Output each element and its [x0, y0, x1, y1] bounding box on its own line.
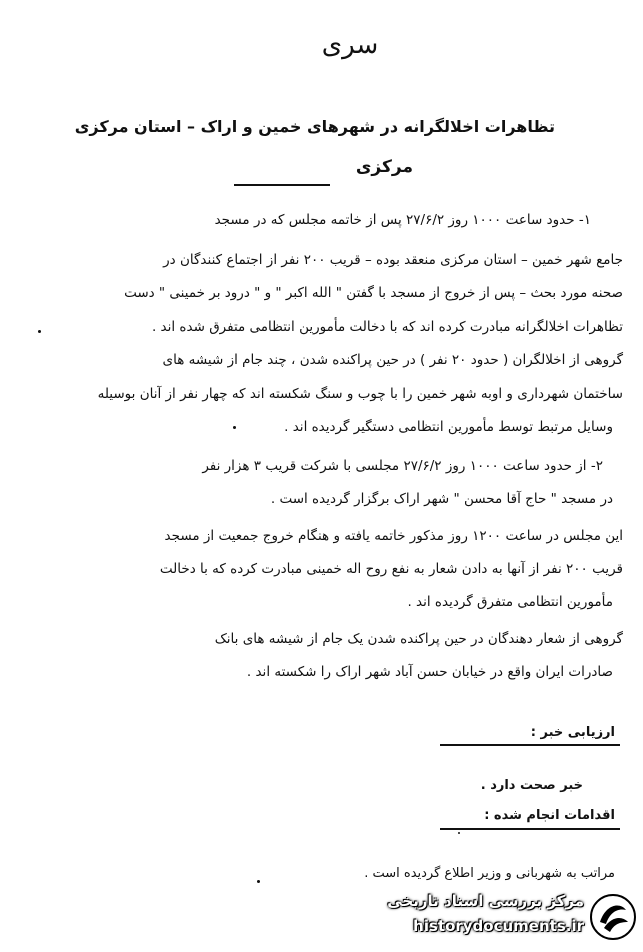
assessment-underline	[440, 744, 620, 746]
assessment-value: خبر صحت دارد .	[480, 778, 583, 793]
watermark-title: مرکز بررسی اسناد تاریخی	[387, 892, 584, 910]
scan-speck	[458, 832, 460, 834]
classification-heading: سری	[321, 30, 379, 60]
watermark-url: historydocuments.ir	[413, 917, 584, 935]
scan-speck	[38, 330, 41, 333]
paragraph-1-line-6: ساختمان شهرداری و اوبه شهر خمین را با چوب و سنگ شکسته اند که چهار نفر از آنان بوسیله	[97, 386, 623, 402]
assessment-label: ارزیابی خبر :	[530, 725, 615, 740]
footer-note: مراتب به شهربانی و وزیر اطلاع گردیده است .	[364, 866, 615, 881]
paragraph-2-line-7: صادرات ایران واقع در خیابان حسن آباد شهر اراک را شکسته اند .	[246, 664, 613, 680]
archive-watermark	[360, 888, 640, 948]
scan-speck	[233, 426, 236, 429]
document-subtitle: مرکزی	[355, 157, 413, 177]
scan-speck	[257, 880, 260, 883]
document-title: تظاهرات اخلالگرانه در شهرهای خمین و اراک – استان مرکزی	[74, 117, 555, 136]
paragraph-2-line-6: گروهی از شعار دهندگان در حین پراکنده شدن یک جام از شیشه های بانک	[214, 631, 623, 647]
subtitle-underline	[234, 184, 330, 186]
paragraph-1-line-4: تظاهرات اخلالگرانه مبادرت کرده اند که با دخالت مأمورین انتظامی متفرق شده اند .	[151, 319, 623, 335]
paragraph-1-line-5: گروهی از اخلالگران ( حدود ۲۰ نفر ) در حین پراکنده شدن ، چند جام از شیشه های	[162, 352, 623, 368]
paragraph-2-line-3: این مجلس در ساعت ۱۲۰۰ روز مذکور خاتمه یافته و هنگام خروج جمعیت از مسجد	[164, 528, 623, 544]
actions-underline	[440, 828, 620, 830]
paragraph-1-line-2: جامع شهر خمین – استان مرکزی منعقد بوده – قریب ۲۰۰ نفر از اجتماع کنندگان در	[163, 252, 623, 268]
paragraph-2-line-1: ۲- از حدود ساعت ۱۰۰۰ روز ۲۷/۶/۲ مجلسی با شرکت قریب ۳ هزار نفر	[202, 458, 603, 474]
paragraph-1-line-3: صحنه مورد بحث – پس از خروج از مسجد با گفتن " الله اکبر " و " درود بر خمینی " دست	[124, 285, 623, 301]
paragraph-1-line-1: ۱- حدود ساعت ۱۰۰۰ روز ۲۷/۶/۲ پس از خاتمه مجلس که در مسجد	[214, 212, 591, 228]
actions-label: اقدامات انجام شده :	[484, 808, 615, 823]
paragraph-2-line-4: قریب ۲۰۰ نفر از آنها به دادن شعار به نفع روح اله خمینی مبادرت کرده که با دخالت	[159, 561, 623, 577]
paragraph-2-line-5: مأمورین انتظامی متفرق گردیده اند .	[407, 594, 613, 610]
paragraph-2-line-2: در مسجد " حاج آقا محسن " شهر اراک برگزار گردیده است .	[270, 491, 613, 507]
paragraph-1-line-7: وسایل مرتبط توسط مأمورین انتظامی دستگیر گردیده اند .	[284, 419, 613, 435]
archive-logo-icon	[588, 892, 638, 942]
